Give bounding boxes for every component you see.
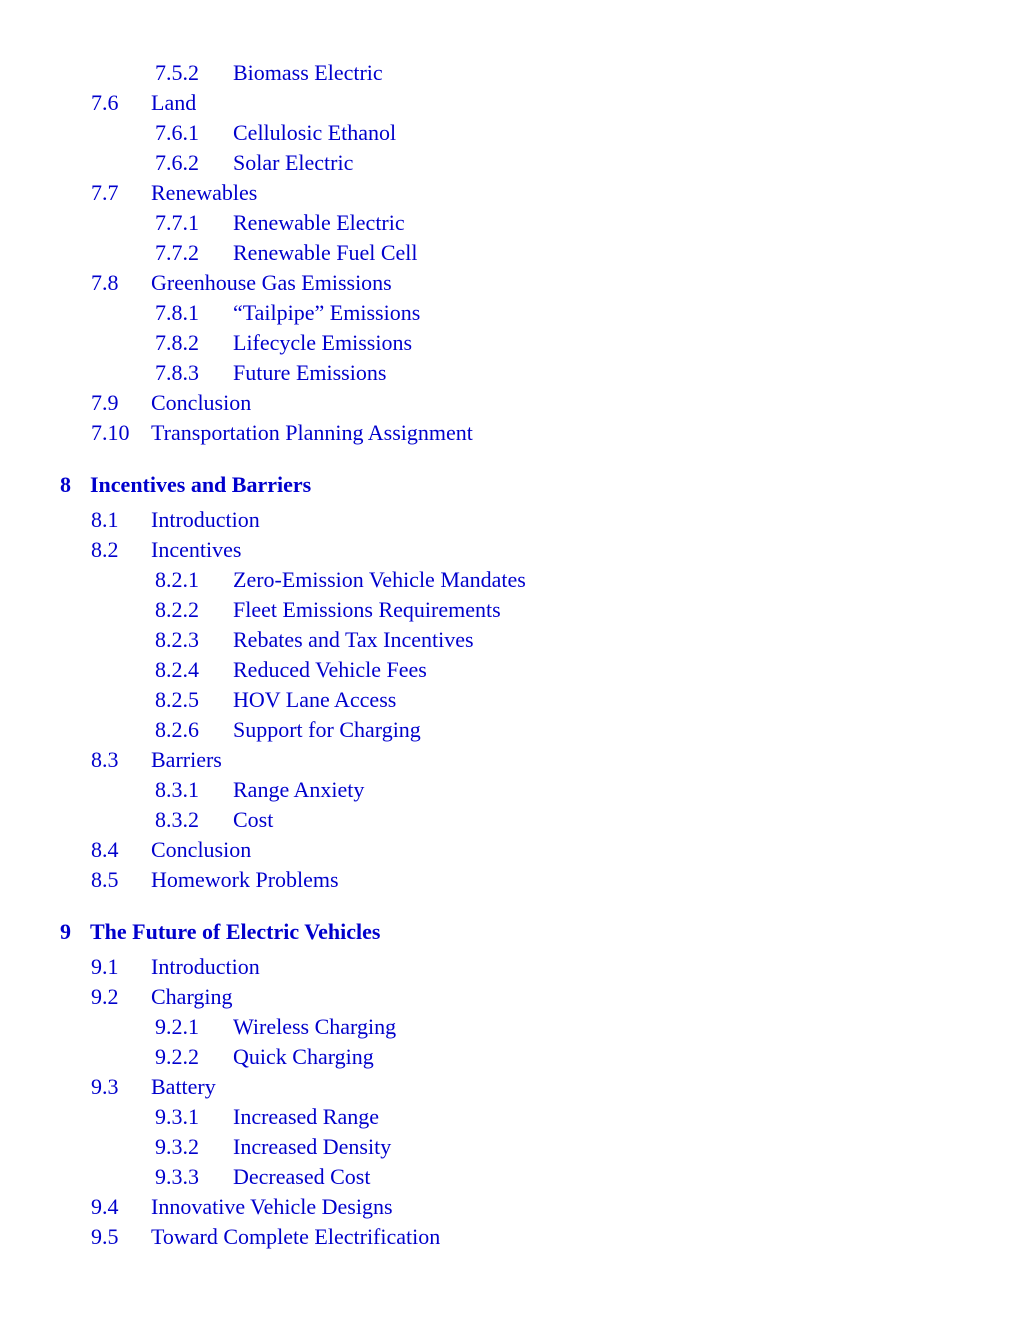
toc-entry-9-3-2[interactable] bbox=[0, 1132, 1020, 1162]
toc-entry-title: Innovative Vehicle Designs bbox=[151, 1194, 393, 1219]
toc-entry-9-3-1[interactable] bbox=[0, 1102, 1020, 1132]
toc-entry-7-8-1[interactable] bbox=[0, 298, 1020, 328]
toc-entry-title: Homework Problems bbox=[151, 867, 339, 892]
toc-entry-8-2-5[interactable] bbox=[0, 685, 1020, 715]
toc-entry-number: 9.5 bbox=[91, 1224, 119, 1249]
toc-entry-title: Battery bbox=[151, 1074, 216, 1099]
toc-entry-number: 9.2.1 bbox=[155, 1014, 199, 1039]
toc-entry-8-3[interactable] bbox=[0, 745, 1020, 775]
toc-entry-number: 8.5 bbox=[91, 867, 119, 892]
toc-entry-title: Renewable Fuel Cell bbox=[233, 240, 418, 265]
toc-entry-number: 7.5.2 bbox=[155, 60, 199, 85]
toc-entry-number: 8.3.2 bbox=[155, 807, 199, 832]
toc-entry-title: Reduced Vehicle Fees bbox=[233, 657, 427, 682]
toc-entry-number: 8.2.4 bbox=[155, 657, 199, 682]
toc-entry-number: 7.6.1 bbox=[155, 120, 199, 145]
toc-entry-7-6[interactable] bbox=[0, 88, 1020, 118]
toc-entry-title: Transportation Planning Assignment bbox=[151, 420, 473, 445]
toc-entry-number: 7.7.1 bbox=[155, 210, 199, 235]
chapter-8-entries bbox=[0, 505, 1020, 895]
chapter-number: 8 bbox=[60, 472, 71, 497]
toc-entry-7-7-2[interactable] bbox=[0, 238, 1020, 268]
toc-entry-title: Introduction bbox=[151, 954, 260, 979]
table-of-contents bbox=[0, 58, 1020, 1252]
toc-entry-7-8[interactable] bbox=[0, 268, 1020, 298]
toc-entry-9-2-2[interactable] bbox=[0, 1042, 1020, 1072]
toc-entry-number: 7.8.2 bbox=[155, 330, 199, 355]
toc-entry-8-1[interactable] bbox=[0, 505, 1020, 535]
toc-entry-number: 9.3.2 bbox=[155, 1134, 199, 1159]
toc-entry-7-5-2[interactable] bbox=[0, 58, 1020, 88]
toc-entry-7-9[interactable] bbox=[0, 388, 1020, 418]
toc-entry-8-5[interactable] bbox=[0, 865, 1020, 895]
toc-entry-8-2-1[interactable] bbox=[0, 565, 1020, 595]
toc-entry-title: Incentives bbox=[151, 537, 242, 562]
toc-entry-title: Range Anxiety bbox=[233, 777, 365, 802]
toc-entry-9-1[interactable] bbox=[0, 952, 1020, 982]
toc-entry-8-2-2[interactable] bbox=[0, 595, 1020, 625]
toc-entry-title: Lifecycle Emissions bbox=[233, 330, 413, 355]
toc-entry-title: Conclusion bbox=[151, 837, 252, 862]
toc-entry-number: 8.2 bbox=[91, 537, 119, 562]
toc-entry-title: Land bbox=[151, 90, 197, 115]
toc-entry-title: Biomass Electric bbox=[233, 60, 383, 85]
toc-entry-number: 8.4 bbox=[91, 837, 119, 862]
toc-entry-8-4[interactable] bbox=[0, 835, 1020, 865]
toc-entry-9-3-3[interactable] bbox=[0, 1162, 1020, 1192]
toc-entry-title: Fleet Emissions Requirements bbox=[233, 597, 501, 622]
toc-entry-number: 8.2.1 bbox=[155, 567, 199, 592]
toc-entry-title: Charging bbox=[151, 984, 233, 1009]
toc-entry-title: Introduction bbox=[151, 507, 260, 532]
toc-entry-title: Conclusion bbox=[151, 390, 252, 415]
toc-entry-title: Rebates and Tax Incentives bbox=[233, 627, 474, 652]
toc-entry-title: Greenhouse Gas Emissions bbox=[151, 270, 392, 295]
toc-entry-number: 8.1 bbox=[91, 507, 119, 532]
toc-entry-number: 8.2.6 bbox=[155, 717, 199, 742]
toc-entry-number: 8.2.5 bbox=[155, 687, 199, 712]
toc-entry-number: 7.8.1 bbox=[155, 300, 199, 325]
toc-entry-title: Future Emissions bbox=[233, 360, 387, 385]
toc-entry-title: Increased Range bbox=[233, 1104, 379, 1129]
toc-entry-9-4[interactable] bbox=[0, 1192, 1020, 1222]
chapter-8-heading[interactable] bbox=[0, 470, 1020, 505]
toc-entry-title: Barriers bbox=[151, 747, 222, 772]
section-7-entries bbox=[0, 58, 1020, 448]
toc-entry-number: 7.6 bbox=[91, 90, 119, 115]
toc-entry-7-7[interactable] bbox=[0, 178, 1020, 208]
toc-entry-8-2-6[interactable] bbox=[0, 715, 1020, 745]
toc-entry-8-3-1[interactable] bbox=[0, 775, 1020, 805]
toc-entry-7-6-1[interactable] bbox=[0, 118, 1020, 148]
toc-entry-number: 9.3.1 bbox=[155, 1104, 199, 1129]
toc-entry-number: 8.3 bbox=[91, 747, 119, 772]
toc-entry-9-2-1[interactable] bbox=[0, 1012, 1020, 1042]
toc-entry-number: 8.3.1 bbox=[155, 777, 199, 802]
toc-entry-number: 7.6.2 bbox=[155, 150, 199, 175]
toc-entry-title: Support for Charging bbox=[233, 717, 421, 742]
toc-entry-number: 9.4 bbox=[91, 1194, 119, 1219]
toc-entry-8-2-3[interactable] bbox=[0, 625, 1020, 655]
toc-entry-7-7-1[interactable] bbox=[0, 208, 1020, 238]
toc-entry-9-3[interactable] bbox=[0, 1072, 1020, 1102]
toc-entry-7-8-2[interactable] bbox=[0, 328, 1020, 358]
toc-entry-title: HOV Lane Access bbox=[233, 687, 397, 712]
toc-entry-9-2[interactable] bbox=[0, 982, 1020, 1012]
toc-entry-number: 7.8 bbox=[91, 270, 119, 295]
toc-entry-title: Wireless Charging bbox=[233, 1014, 397, 1039]
toc-entry-number: 7.7 bbox=[91, 180, 119, 205]
toc-entry-title: Zero-Emission Vehicle Mandates bbox=[233, 567, 526, 592]
chapter-title: The Future of Electric Vehicles bbox=[90, 919, 381, 944]
toc-entry-title: Renewable Electric bbox=[233, 210, 405, 235]
toc-entry-number: 7.8.3 bbox=[155, 360, 199, 385]
toc-entry-title: Cellulosic Ethanol bbox=[233, 120, 397, 145]
toc-entry-number: 9.1 bbox=[91, 954, 119, 979]
toc-entry-number: 7.7.2 bbox=[155, 240, 199, 265]
toc-entry-title: “Tailpipe” Emissions bbox=[233, 300, 421, 325]
toc-entry-8-2-4[interactable] bbox=[0, 655, 1020, 685]
toc-entry-number: 9.2.2 bbox=[155, 1044, 199, 1069]
toc-entry-number: 9.2 bbox=[91, 984, 119, 1009]
chapter-title: Incentives and Barriers bbox=[90, 472, 312, 497]
toc-entry-number: 9.3 bbox=[91, 1074, 119, 1099]
toc-entry-number: 7.9 bbox=[91, 390, 119, 415]
toc-entry-7-8-3[interactable] bbox=[0, 358, 1020, 388]
toc-entry-title: Solar Electric bbox=[233, 150, 354, 175]
toc-entry-7-6-2[interactable] bbox=[0, 148, 1020, 178]
toc-entry-title: Decreased Cost bbox=[233, 1164, 371, 1189]
toc-entry-number: 7.10 bbox=[91, 420, 130, 445]
chapter-number: 9 bbox=[60, 919, 71, 944]
toc-entry-title: Increased Density bbox=[233, 1134, 392, 1159]
toc-entry-number: 8.2.2 bbox=[155, 597, 199, 622]
chapter-9-entries bbox=[0, 952, 1020, 1252]
chapter-9-heading[interactable] bbox=[0, 917, 1020, 952]
toc-entry-7-10[interactable] bbox=[0, 418, 1020, 448]
toc-entry-number: 8.2.3 bbox=[155, 627, 199, 652]
toc-entry-8-2[interactable] bbox=[0, 535, 1020, 565]
toc-entry-9-5[interactable] bbox=[0, 1222, 1020, 1252]
toc-entry-number: 9.3.3 bbox=[155, 1164, 199, 1189]
toc-entry-8-3-2[interactable] bbox=[0, 805, 1020, 835]
toc-entry-title: Renewables bbox=[151, 180, 258, 205]
toc-entry-title: Quick Charging bbox=[233, 1044, 374, 1069]
toc-entry-title: Toward Complete Electrification bbox=[151, 1224, 441, 1249]
toc-entry-title: Cost bbox=[233, 807, 274, 832]
